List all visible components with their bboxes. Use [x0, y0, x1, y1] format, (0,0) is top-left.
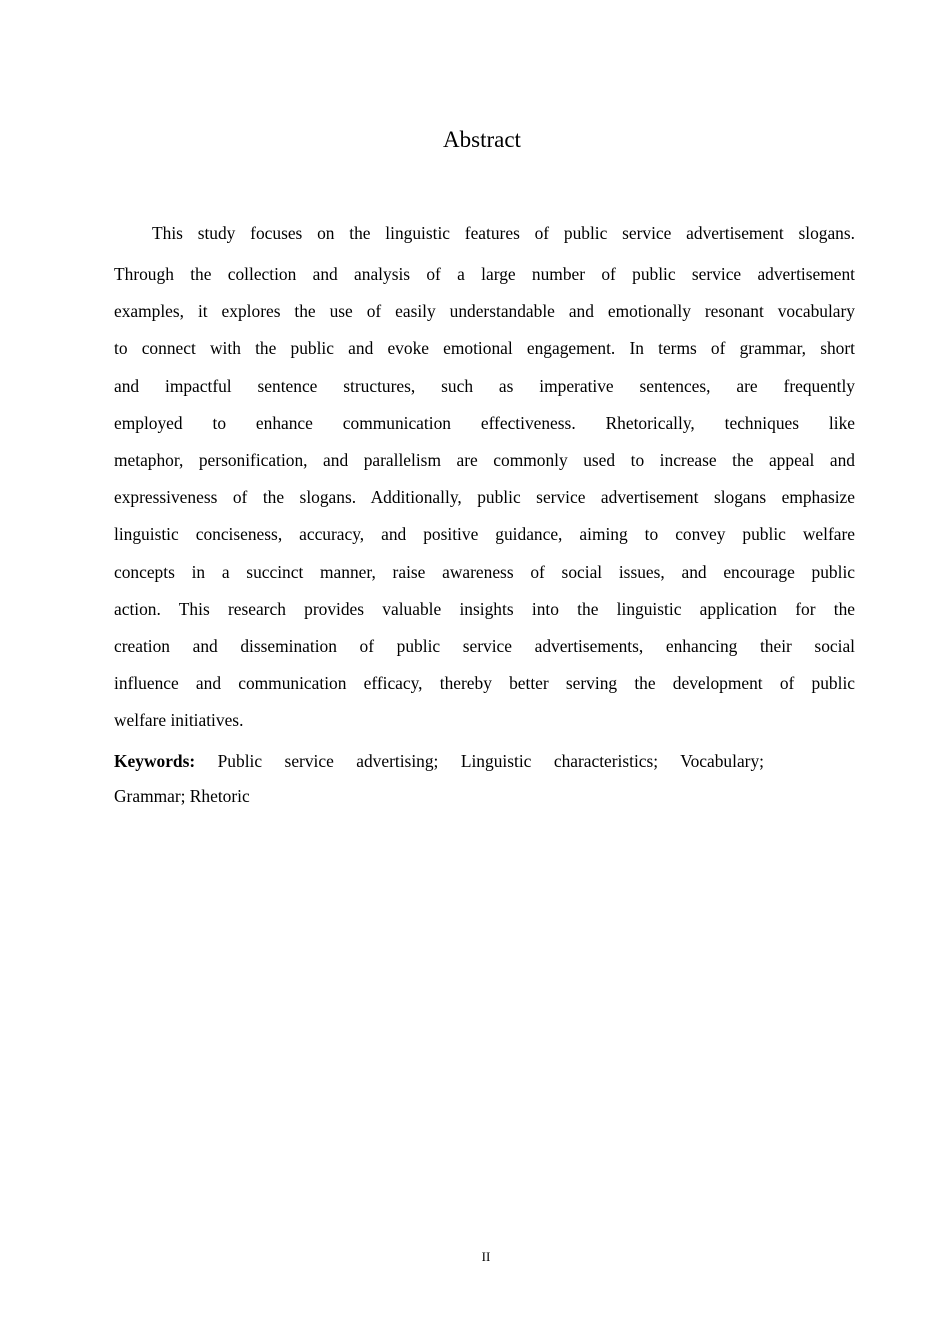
- abstract-line: examples, it explores the use of easily understandable and emotionally resonant vocabulary: [114, 301, 855, 322]
- abstract-line: This study focuses on the linguistic features of public service advertisement slogans.: [152, 223, 855, 243]
- page-title: Abstract: [443, 127, 521, 152]
- abstract-line: linguistic conciseness, accuracy, and positive guidance, aiming to convey public welfare: [114, 524, 855, 545]
- abstract-line: creation and dissemination of public service advertisements, enhancing their social: [114, 635, 855, 656]
- abstract-line: welfare initiatives.: [114, 710, 244, 731]
- abstract-line: employed to enhance communication effectiveness. Rhetorically, techniques like: [114, 412, 855, 433]
- keywords-label: Keywords:: [114, 751, 196, 771]
- abstract-body: [114, 214, 855, 739]
- page-number: II: [481, 1249, 491, 1264]
- keywords: [114, 744, 764, 814]
- abstract-line: to connect with the public and evoke emotional engagement. In terms of grammar, short: [114, 338, 855, 359]
- keywords-line: Grammar; Rhetoric: [114, 786, 250, 806]
- abstract-line: influence and communication efficacy, thereby better serving the development of public: [114, 673, 855, 694]
- abstract-line: Through the collection and analysis of a large number of public service advertisement: [114, 264, 855, 284]
- abstract-line: metaphor, personification, and parallelism are commonly used to increase the appeal and: [114, 449, 855, 470]
- abstract-line: action. This research provides valuable insights into the linguistic application for the: [114, 598, 855, 619]
- keywords-line: [114, 744, 764, 779]
- keywords-text: Public service advertising; Linguistic characteristics; Vocabulary;: [217, 751, 764, 771]
- abstract-line: concepts in a succinct manner, raise awareness of social issues, and encourage public: [114, 561, 855, 582]
- abstract-line: and impactful sentence structures, such as imperative sentences, are frequently: [114, 375, 855, 396]
- abstract-line: expressiveness of the slogans. Additionally, public service advertisement slogans emphasize: [114, 487, 855, 508]
